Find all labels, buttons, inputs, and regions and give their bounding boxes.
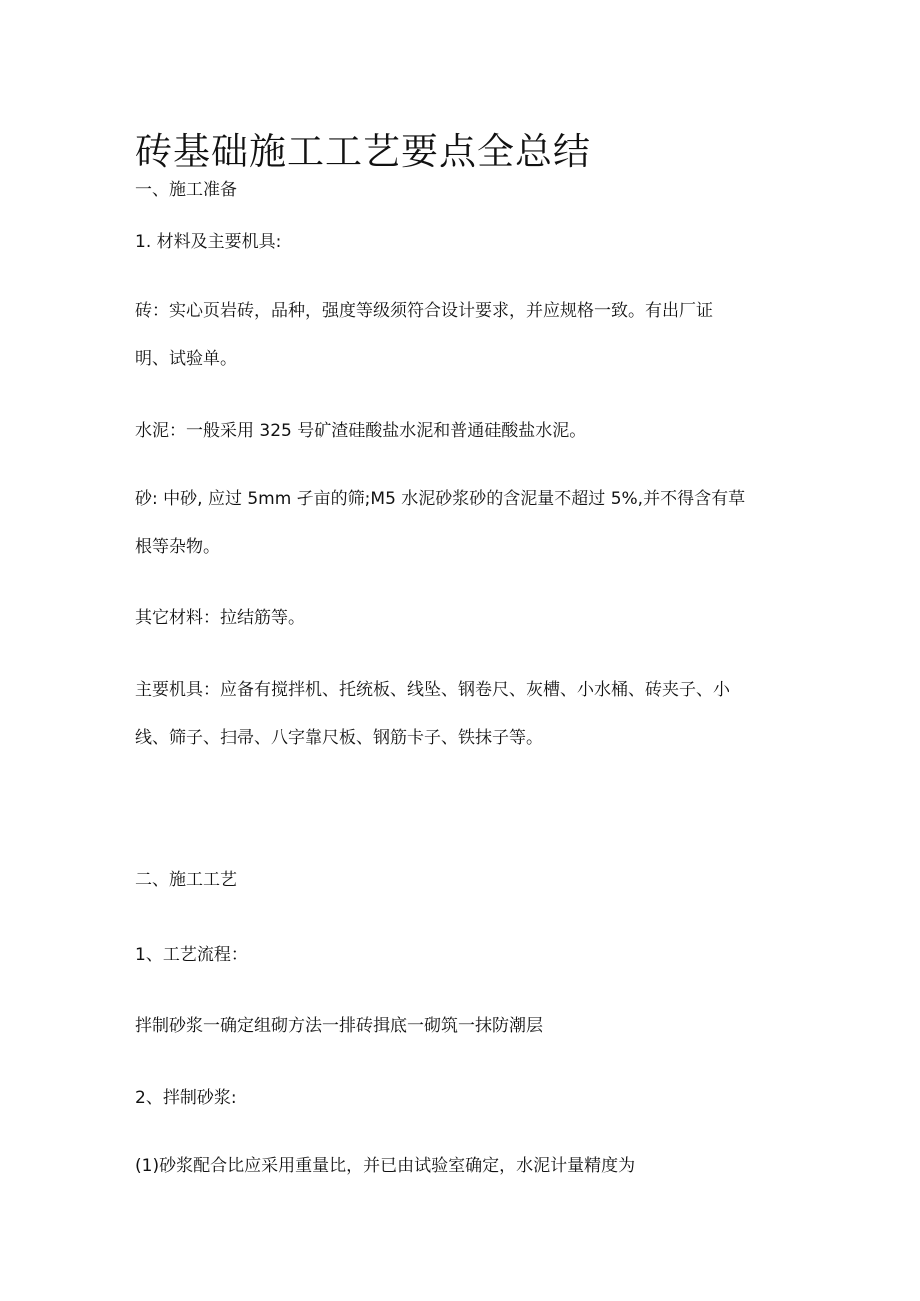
paragraph-other-materials: 其它材料：拉结筋等。 — [135, 608, 305, 628]
paragraph-sand: 砂: 中砂, 应过 5mm 孑亩的筛;M5 水泥砂浆砂的含泥量不超过 5%,并不得含有草 — [135, 489, 746, 509]
paragraph-sand-continued: 根等杂物。 — [135, 537, 220, 557]
document-title: 砖基础施工工艺要点全总结 — [135, 130, 591, 173]
paragraph-brick: 砖：实心页岩砖，品种，强度等级须符合设计要求，并应规格一致。有出厂证 — [135, 301, 713, 321]
subheading-materials: 1. 材料及主要机具: — [135, 232, 282, 252]
paragraph-mortar-ratio: (1)砂浆配合比应采用重量比，并已由试验室确定，水泥计量精度为 — [135, 1156, 636, 1176]
subheading-process-flow: 1、工艺流程： — [135, 945, 248, 965]
section-heading-process: 二、施工工艺 — [135, 870, 237, 890]
paragraph-process-flow: 拌制砂浆一确定组砌方法一排砖揖底一砌筑一抹防潮层 — [135, 1016, 543, 1036]
section-heading-preparation: 一、施工准备 — [135, 180, 237, 200]
paragraph-brick-continued: 明、试验单。 — [135, 349, 237, 369]
paragraph-tools-continued: 线、筛子、扫帚、八字靠尺板、钢筋卡子、铁抹子等。 — [135, 728, 543, 748]
subheading-mixing-mortar: 2、拌制砂浆: — [135, 1088, 237, 1108]
paragraph-cement: 水泥：一般采用 325 号矿渣硅酸盐水泥和普通硅酸盐水泥。 — [135, 421, 587, 441]
paragraph-tools: 主要机具：应备有搅拌机、托统板、线坠、钢卷尺、灰槽、小水桶、砖夹子、小 — [135, 680, 730, 700]
